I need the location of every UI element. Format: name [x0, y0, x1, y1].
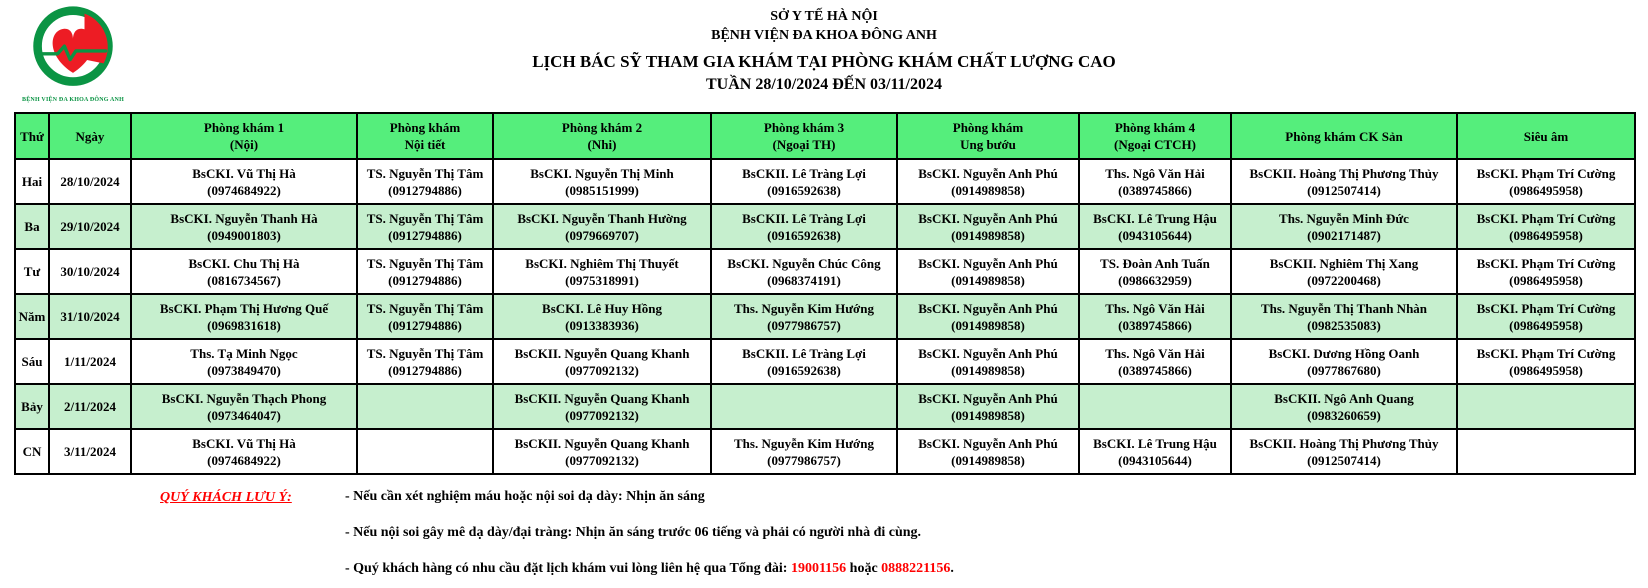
- doctor-schedule-table: [14, 112, 1636, 475]
- doctor-cell: BsCKII. Lê Tràng Lợi (0916592638): [711, 339, 897, 384]
- weekday-cell: CN: [15, 429, 49, 474]
- hospital-logo: [14, 4, 132, 103]
- schedule-row-Sáu: [15, 339, 1635, 384]
- date-cell: 29/10/2024: [49, 204, 131, 249]
- doctor-cell: TS. Nguyễn Thị Tâm (0912794886): [357, 249, 493, 294]
- note-hotline-mid: hoặc: [846, 561, 882, 576]
- doctor-cell: BsCKI. Phạm Trí Cường (0986495958): [1457, 159, 1635, 204]
- doctor-cell: Ths. Nguyễn Thị Thanh Nhàn (0982535083): [1231, 294, 1457, 339]
- doctor-cell: [1079, 384, 1231, 429]
- doctor-cell: TS. Nguyễn Thị Tâm (0912794886): [357, 294, 493, 339]
- weekday-cell: Hai: [15, 159, 49, 204]
- note-hotline: [345, 561, 954, 577]
- doctor-cell: BsCKI. Nguyễn Thanh Hà (0949001803): [131, 204, 357, 249]
- date-cell: 28/10/2024: [49, 159, 131, 204]
- column-header-thu: Thứ: [15, 113, 49, 159]
- doctor-cell: BsCKII. Hoàng Thị Phương Thủy (0912507414): [1231, 159, 1457, 204]
- doctor-cell: BsCKII. Nghiêm Thị Xang (0972200468): [1231, 249, 1457, 294]
- doctor-cell: BsCKI. Lê Trung Hậu (0943105644): [1079, 204, 1231, 249]
- doctor-cell: BsCKI. Phạm Trí Cường (0986495958): [1457, 294, 1635, 339]
- doctor-cell: Ths. Ngô Văn Hải (0389745866): [1079, 294, 1231, 339]
- doctor-cell: TS. Đoàn Anh Tuấn (0986632959): [1079, 249, 1231, 294]
- hotline-number-1: 19001156: [790, 561, 847, 576]
- weekday-cell: Sáu: [15, 339, 49, 384]
- doctor-cell: BsCKI. Chu Thị Hà (0816734567): [131, 249, 357, 294]
- doctor-cell: BsCKI. Vũ Thị Hà (0974684922): [131, 429, 357, 474]
- doctor-cell: BsCKII. Hoàng Thị Phương Thủy (0912507414): [1231, 429, 1457, 474]
- doctor-cell: BsCKI. Nguyễn Anh Phú (0914989858): [897, 384, 1079, 429]
- column-header-ngay: Ngày: [49, 113, 131, 159]
- page-title: LỊCH BÁC SỸ THAM GIA KHÁM TẠI PHÒNG KHÁM CHẤT LƯỢNG CAO: [532, 52, 1116, 71]
- schedule-row-Hai: [15, 159, 1635, 204]
- doctor-cell: Ths. Nguyễn Minh Đức (0902171487): [1231, 204, 1457, 249]
- date-cell: 30/10/2024: [49, 249, 131, 294]
- doctor-cell: BsCKI. Nguyễn Chúc Công (0968374191): [711, 249, 897, 294]
- column-header-phong-kham-2: Phòng khám 2 (Nhi): [493, 113, 711, 159]
- column-header-sieu-am: Siêu âm: [1457, 113, 1635, 159]
- doctor-cell: BsCKI. Phạm Trí Cường (0986495958): [1457, 249, 1635, 294]
- doctor-cell: TS. Nguyễn Thị Tâm (0912794886): [357, 339, 493, 384]
- schedule-row-CN: [15, 429, 1635, 474]
- doctor-cell: [357, 429, 493, 474]
- doctor-cell: BsCKI. Nguyễn Anh Phú (0914989858): [897, 429, 1079, 474]
- doctor-cell: [1457, 384, 1635, 429]
- notes-section: [160, 489, 1648, 577]
- weekday-cell: Tư: [15, 249, 49, 294]
- column-header-phong-kham-3: Phòng khám 3 (Ngoại TH): [711, 113, 897, 159]
- note-hotline-suffix: .: [950, 561, 954, 576]
- doctor-cell: BsCKII. Ngô Anh Quang (0983260659): [1231, 384, 1457, 429]
- doctor-cell: BsCKI. Nghiêm Thị Thuyết (0975318991): [493, 249, 711, 294]
- doctor-cell: BsCKI. Dương Hồng Oanh (0977867680): [1231, 339, 1457, 384]
- weekday-cell: Ba: [15, 204, 49, 249]
- doctor-cell: BsCKII. Lê Tràng Lợi (0916592638): [711, 159, 897, 204]
- doctor-cell: BsCKI. Nguyễn Thị Minh (0985151999): [493, 159, 711, 204]
- notes-list: [345, 489, 954, 577]
- page-header: [0, 0, 1648, 112]
- column-header-phong-kham-4: Phòng khám 4 (Ngoại CTCH): [1079, 113, 1231, 159]
- table-header-row: [15, 113, 1635, 159]
- week-range: TUẦN 28/10/2024 ĐẾN 03/11/2024: [705, 76, 942, 93]
- doctor-cell: Ths. Ngô Văn Hải (0389745866): [1079, 159, 1231, 204]
- hospital-name: BỆNH VIỆN ĐA KHOA ĐÔNG ANH: [711, 28, 937, 43]
- notes-label: QUÝ KHÁCH LƯU Ý:: [160, 490, 292, 505]
- doctor-cell: Ths. Tạ Minh Ngọc (0973849470): [131, 339, 357, 384]
- doctor-cell: BsCKI. Lê Trung Hậu (0943105644): [1079, 429, 1231, 474]
- doctor-cell: BsCKII. Nguyễn Quang Khanh (0977092132): [493, 429, 711, 474]
- hospital-logo-icon: [25, 4, 121, 94]
- doctor-cell: BsCKI. Nguyễn Anh Phú (0914989858): [897, 159, 1079, 204]
- date-cell: 1/11/2024: [49, 339, 131, 384]
- doctor-cell: BsCKI. Nguyễn Anh Phú (0914989858): [897, 204, 1079, 249]
- schedule-row-Tư: [15, 249, 1635, 294]
- doctor-cell: BsCKI. Phạm Thị Hương Quế (0969831618): [131, 294, 357, 339]
- note-fasting: - Nếu cần xét nghiệm máu hoặc nội soi dạ dày: Nhịn ăn sáng: [345, 489, 705, 504]
- doctor-cell: TS. Nguyễn Thị Tâm (0912794886): [357, 204, 493, 249]
- weekday-cell: Năm: [15, 294, 49, 339]
- column-header-noi-tiet: Phòng khám Nội tiết: [357, 113, 493, 159]
- doctor-cell: Ths. Nguyễn Kim Hướng (0977986757): [711, 429, 897, 474]
- schedule-row-Ba: [15, 204, 1635, 249]
- doctor-cell: Ths. Ngô Văn Hải (0389745866): [1079, 339, 1231, 384]
- logo-caption: BỆNH VIỆN ĐA KHOA ĐÔNG ANH: [22, 97, 124, 103]
- doctor-cell: TS. Nguyễn Thị Tâm (0912794886): [357, 159, 493, 204]
- note-hotline-text: - Quý khách hàng có nhu cầu đặt lịch khám vui lòng liên hệ qua Tổng đài:: [345, 561, 791, 576]
- doctor-cell: BsCKII. Lê Tràng Lợi (0916592638): [711, 204, 897, 249]
- date-cell: 2/11/2024: [49, 384, 131, 429]
- hotline-number-2: 0888221156: [881, 561, 951, 576]
- doctor-cell: Ths. Nguyễn Kim Hướng (0977986757): [711, 294, 897, 339]
- doctor-cell: [1457, 429, 1635, 474]
- schedule-row-Bảy: [15, 384, 1635, 429]
- doctor-cell: BsCKI. Phạm Trí Cường (0986495958): [1457, 339, 1635, 384]
- doctor-cell: BsCKI. Nguyễn Thạch Phong (0973464047): [131, 384, 357, 429]
- weekday-cell: Bảy: [15, 384, 49, 429]
- doctor-cell: BsCKI. Phạm Trí Cường (0986495958): [1457, 204, 1635, 249]
- doctor-cell: BsCKI. Vũ Thị Hà (0974684922): [131, 159, 357, 204]
- doctor-cell: BsCKII. Nguyễn Quang Khanh (0977092132): [493, 339, 711, 384]
- doctor-cell: [357, 384, 493, 429]
- doctor-cell: BsCKI. Nguyễn Thanh Hường (0979669707): [493, 204, 711, 249]
- note-anesthesia: - Nếu nội soi gây mê dạ dày/đại tràng: Nhịn ăn sáng trước 06 tiếng và phải có người nhà đi cùng.: [345, 525, 922, 540]
- date-cell: 31/10/2024: [49, 294, 131, 339]
- department-name: SỞ Y TẾ HÀ NỘI: [770, 9, 878, 24]
- schedule-row-Năm: [15, 294, 1635, 339]
- column-header-ck-san: Phòng khám CK Sản: [1231, 113, 1457, 159]
- doctor-cell: BsCKII. Nguyễn Quang Khanh (0977092132): [493, 384, 711, 429]
- date-cell: 3/11/2024: [49, 429, 131, 474]
- column-header-ung-buou: Phòng khám Ung bướu: [897, 113, 1079, 159]
- column-header-phong-kham-1: Phòng khám 1 (Nội): [131, 113, 357, 159]
- doctor-cell: BsCKI. Nguyễn Anh Phú (0914989858): [897, 249, 1079, 294]
- doctor-cell: BsCKI. Nguyễn Anh Phú (0914989858): [897, 339, 1079, 384]
- doctor-cell: [711, 384, 897, 429]
- doctor-cell: BsCKI. Nguyễn Anh Phú (0914989858): [897, 294, 1079, 339]
- doctor-cell: BsCKI. Lê Huy Hồng (0913383936): [493, 294, 711, 339]
